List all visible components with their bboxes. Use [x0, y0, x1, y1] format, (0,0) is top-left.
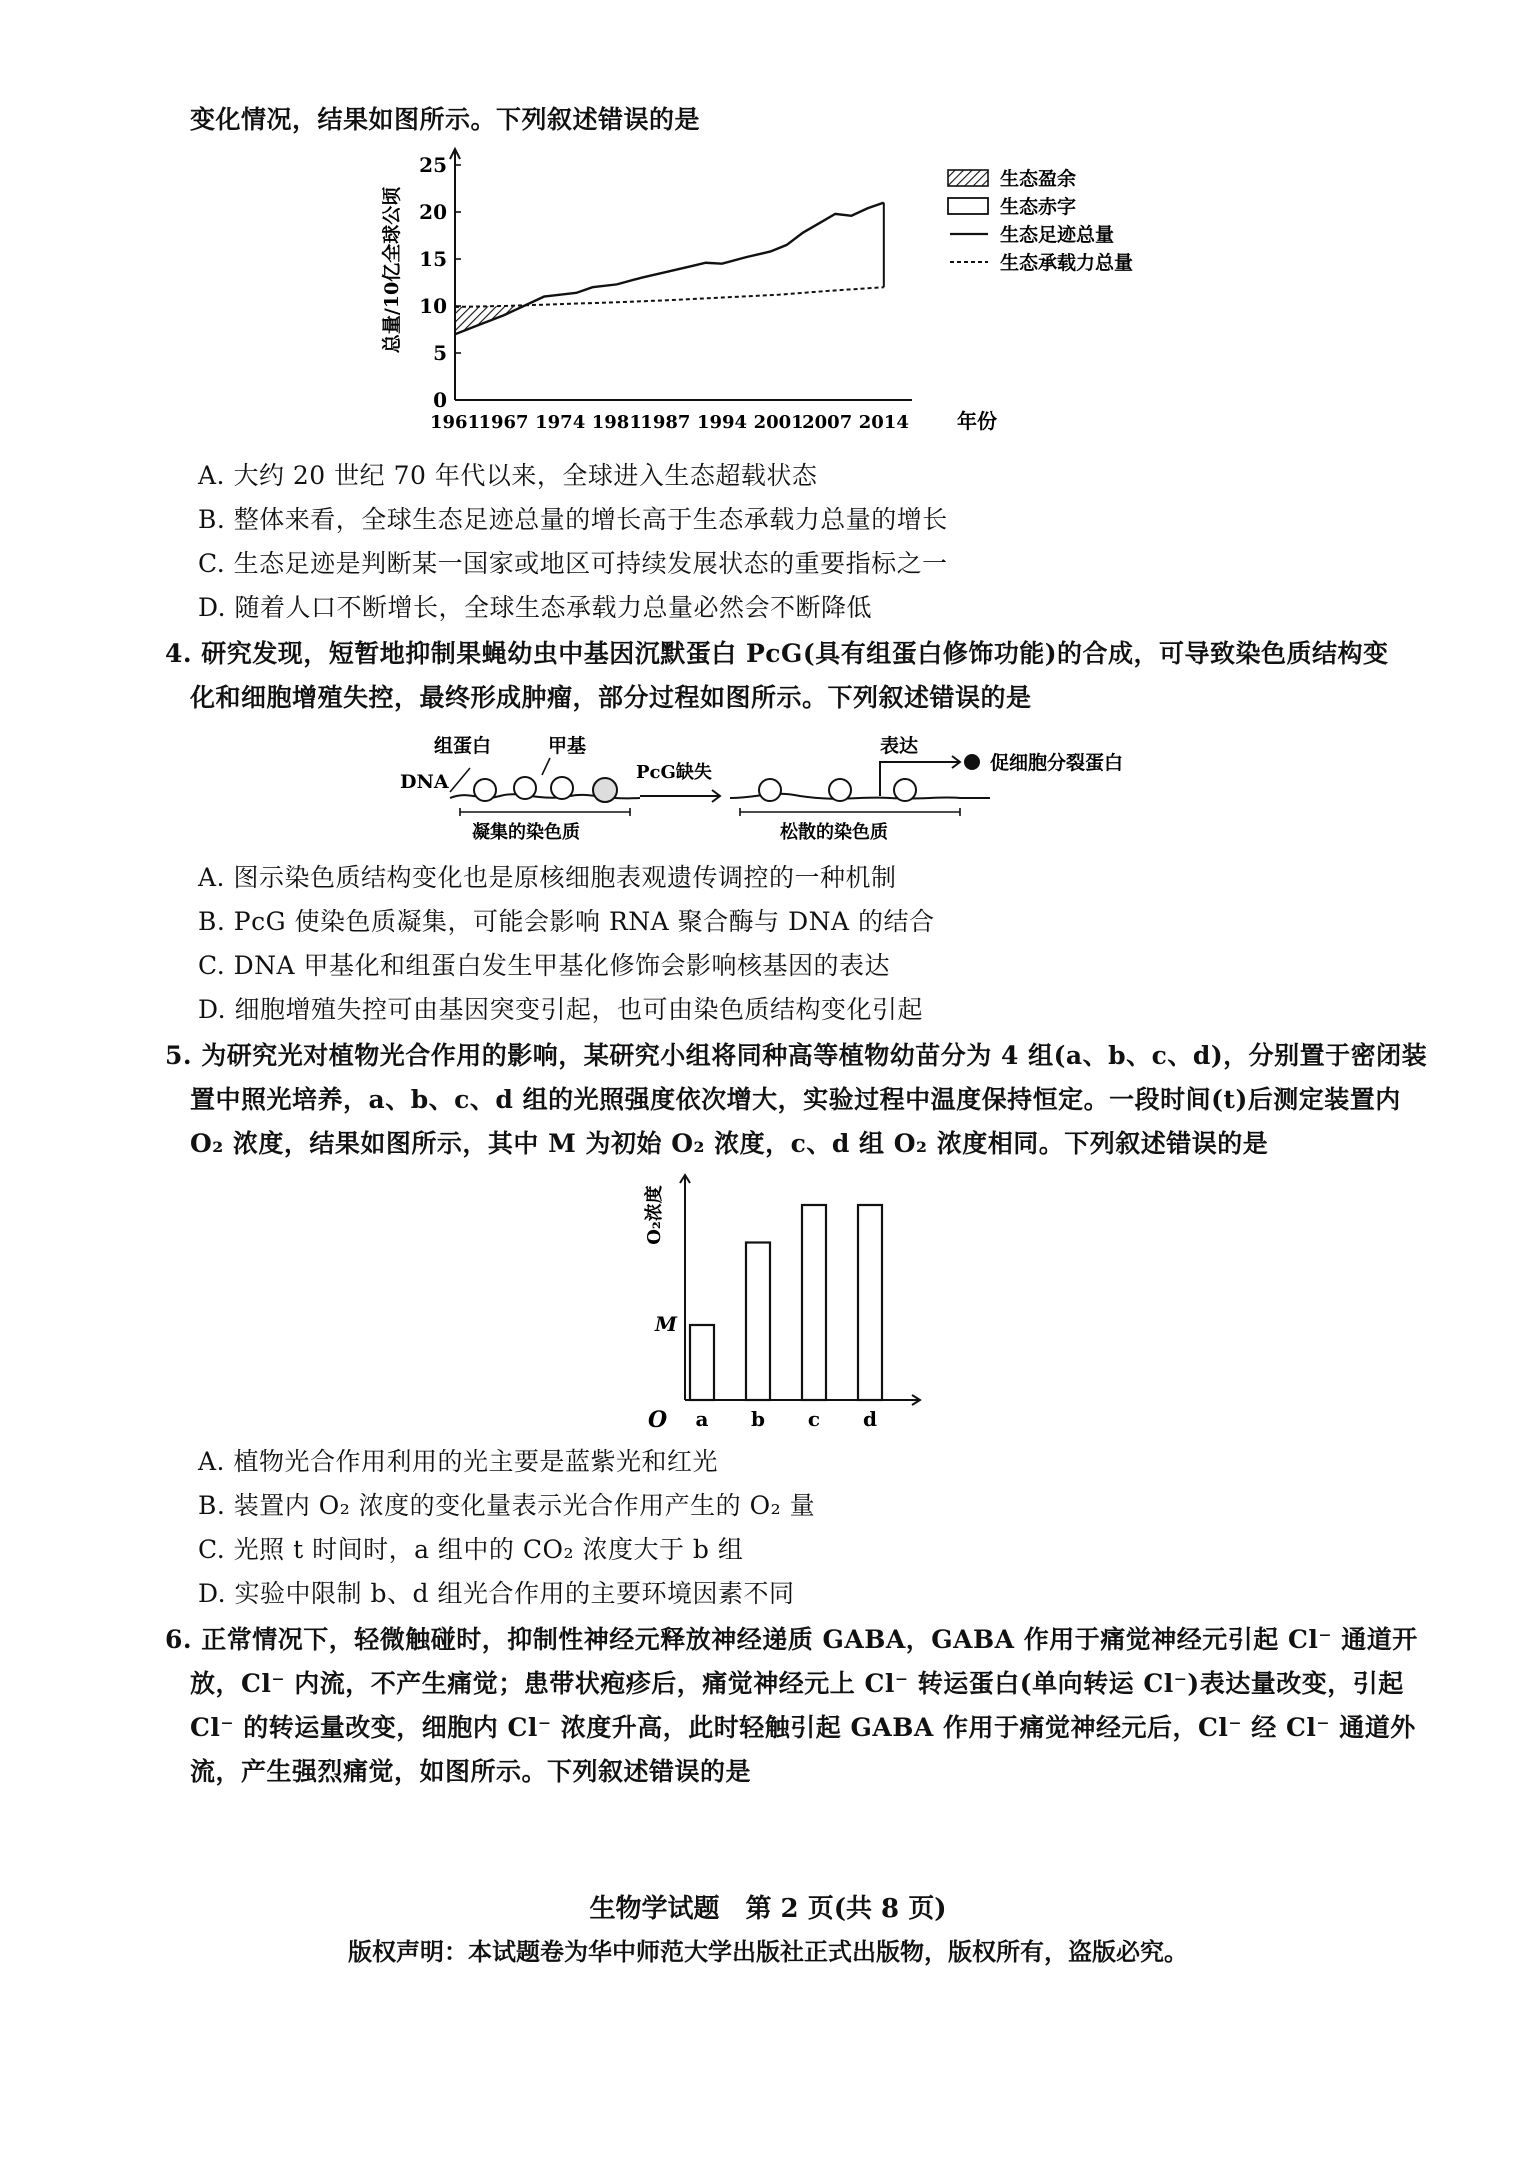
y-tick-label: 20: [419, 200, 447, 224]
chart2-origin: O: [648, 1407, 668, 1430]
q6-stem-line2: 放，Cl⁻ 内流，不产生痛觉；患带状疱疹后，痛觉神经元上 Cl⁻ 转运蛋白(单向转运 Cl⁻)表达量改变，引起: [190, 1669, 1404, 1698]
nucleosome-2: [514, 777, 536, 799]
chromatin-diagram: [400, 720, 1180, 850]
y-tick-label: 0: [433, 388, 447, 412]
protein-label: 促细胞分裂蛋白: [990, 752, 1124, 774]
x-tick-label: 1961: [429, 412, 481, 433]
category-label: a: [695, 1407, 709, 1430]
y-tick-label: 15: [419, 247, 447, 271]
q6-stem-line4: 流，产生强烈痛觉，如图所示。下列叙述错误的是: [190, 1757, 752, 1786]
y-tick-label: 25: [419, 153, 447, 177]
q6-stem-line1: 6. 正常情况下，轻微触碰时，抑制性神经元释放神经递质 GABA，GABA 作用于痛觉神经元引起 Cl⁻ 通道开: [165, 1625, 1418, 1654]
loose-label: 松散的染色质: [780, 822, 888, 843]
page-footer-title: 生物学试题 第 2 页(共 8 页): [589, 1894, 947, 1924]
q5-stem-line2: 置中照光培养，a、b、c、d 组的光照强度依次增大，实验过程中温度保持恒定。一段时间(t)后测定装置内: [190, 1085, 1401, 1114]
pcg-missing-label: PcG缺失: [636, 762, 712, 783]
q4-stem-line2: 化和细胞增殖失控，最终形成肿瘤，部分过程如图所示。下列叙述错误的是: [190, 683, 1032, 712]
x-tick-label: 2014: [858, 412, 909, 433]
legend-deficit-swatch: [948, 198, 988, 214]
q3-option-d: D. 随着人口不断增长，全球生态承载力总量必然会不断降低: [198, 593, 873, 622]
bar-d: [858, 1205, 882, 1400]
condensed-bracket: [460, 808, 630, 816]
q3-option-b: B. 整体来看，全球生态足迹总量的增长高于生态承载力总量的增长: [198, 505, 948, 534]
q4-option-b: B. PcG 使染色质凝集，可能会影响 RNA 聚合酶与 DNA 的结合: [198, 907, 935, 936]
y-tick-label: 10: [419, 294, 447, 318]
transition-arrow: [640, 790, 720, 802]
nucleosome-4: [593, 778, 617, 802]
bar-c: [802, 1205, 826, 1400]
q5-option-b: B. 装置内 O₂ 浓度的变化量表示光合作用产生的 O₂ 量: [198, 1491, 816, 1520]
q5-option-c: C. 光照 t 时间时，a 组中的 CO₂ 浓度大于 b 组: [198, 1535, 744, 1564]
category-label: c: [807, 1407, 821, 1430]
methyl-label: 甲基: [548, 735, 587, 757]
legend-surplus-label: 生态盈余: [1000, 168, 1077, 190]
x-tick-label: 1981: [591, 412, 642, 433]
q4-option-d: D. 细胞增殖失控可由基因突变引起，也可由染色质结构变化引起: [198, 995, 924, 1024]
chart2-ylabel: O₂浓度: [644, 1185, 665, 1245]
dna-label: DNA: [400, 771, 449, 793]
expression-arrow: [930, 756, 960, 768]
x-tick-label: 1974: [535, 412, 586, 433]
condensed-label: 凝集的染色质: [472, 822, 580, 843]
x-tick-label: 2001: [753, 412, 804, 433]
nucleosome-6: [829, 779, 851, 801]
nucleosome-5: [759, 779, 781, 801]
legend-surplus-swatch: [948, 170, 988, 186]
category-label: b: [751, 1407, 765, 1430]
q3-option-c: C. 生态足迹是判断某一国家或地区可持续发展状态的重要指标之一: [198, 549, 948, 578]
q4-option-a: A. 图示染色质结构变化也是原核细胞表观遗传调控的一种机制: [198, 863, 897, 892]
q5-option-d: D. 实验中限制 b、d 组光合作用的主要环境因素不同: [198, 1579, 795, 1608]
x-tick-label: 2007: [802, 412, 853, 433]
q6-stem-line3: Cl⁻ 的转运量改变，细胞内 Cl⁻ 浓度升高，此时轻触引起 GABA 作用于痛觉神经元后，Cl⁻ 经 Cl⁻ 通道外: [190, 1713, 1416, 1742]
x-tick-label: 1994: [696, 412, 748, 433]
o2-concentration-chart: [640, 1165, 940, 1430]
chart1-ylabel: 总量/10亿全球公顷: [381, 186, 403, 354]
bar-b: [746, 1243, 770, 1401]
q5-stem-line3: O₂ 浓度，结果如图所示，其中 M 为初始 O₂ 浓度，c、d 组 O₂ 浓度相同。下列叙述错误的是: [190, 1129, 1269, 1158]
y-tick-label: 5: [433, 341, 447, 365]
legend-deficit-label: 生态赤字: [1000, 196, 1077, 218]
nucleosome-3: [551, 777, 573, 799]
x-tick-label: 1967: [478, 412, 529, 433]
bar-a: [690, 1325, 714, 1400]
nucleosome-7: [894, 779, 916, 801]
expression-label: 表达: [880, 735, 919, 757]
ecological-footprint-chart: [360, 145, 1180, 445]
chart1-xlabel: 年份: [957, 409, 997, 433]
q4-stem-line1: 4. 研究发现，短暂地抑制果蝇幼虫中基因沉默蛋白 PcG(具有组蛋白修饰功能)的合成，可导致染色质结构变: [165, 639, 1389, 668]
q4-option-c: C. DNA 甲基化和组蛋白发生甲基化修饰会影响核基因的表达: [198, 951, 891, 980]
histone-pointer: [450, 768, 470, 792]
legend-capacity-label: 生态承载力总量: [1000, 252, 1134, 274]
question-3-stem-end: 变化情况，结果如图所示。下列叙述错误的是: [190, 105, 701, 134]
q5-stem-line1: 5. 为研究光对植物光合作用的影响，某研究小组将同种高等植物幼苗分为 4 组(a、b、c、d)，分别置于密闭装: [165, 1041, 1428, 1070]
x-tick-label: 1987: [640, 412, 691, 433]
nucleosome-1: [474, 779, 496, 801]
q5-option-a: A. 植物光合作用利用的光主要是蓝紫光和红光: [198, 1447, 718, 1476]
methyl-pointer: [542, 758, 550, 775]
q3-option-a: A. 大约 20 世纪 70 年代以来，全球进入生态超载状态: [198, 461, 818, 490]
protein-dot: [964, 754, 980, 770]
histone-label: 组蛋白: [434, 735, 492, 757]
copyright-notice: 版权声明：本试题卷为华中师范大学出版社正式出版物，版权所有，盗版必究。: [348, 1937, 1188, 1966]
category-label: d: [863, 1407, 877, 1430]
legend-footprint-label: 生态足迹总量: [1000, 224, 1115, 246]
m-marker-label: M: [654, 1312, 677, 1336]
loose-bracket: [740, 808, 960, 816]
